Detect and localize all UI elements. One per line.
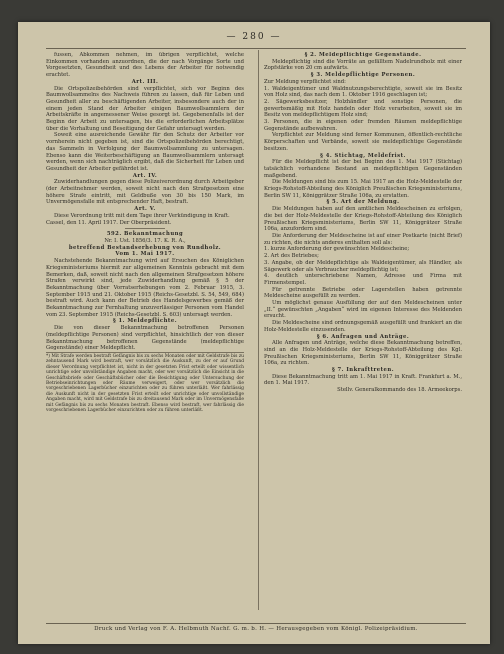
section-heading: Vom 1. Mai 1917.: [115, 251, 175, 258]
paragraph: Die von dieser Bekanntmachung betroffenen Personen (meldepflichtige Personen) sind verpflichtet, hinsichtlich der von dieser Bekanntmachung betroffenen Gegenstände (meldepflichtige Gegenstände) einer Meldepflicht.: [46, 325, 244, 352]
paragraph: Die Anforderung der Meldescheine ist auf einer Postkarte (nicht Brief) zu richten, die nichts anderes enthalten soll als:: [264, 232, 462, 246]
paragraph: Stellv. Generalkommando des 18. Armeekorps.: [337, 387, 462, 394]
paragraph: 1. Waldeigentümer und Waldnutzungsberechtigte, soweit sie im Besitz von Holz sind, das nach dem 1. Oktober 1916 geschlagen ist;: [264, 85, 462, 99]
header-rule: [46, 48, 466, 49]
section-heading: § 5. Art der Meldung.: [326, 199, 400, 206]
left-column: [46, 52, 244, 609]
paragraph: 3. Personen, die in eigenen oder fremden Räumen meldepflichtige Gegenstände aufbewahren.: [264, 119, 462, 132]
paragraph: Für die Meldepflicht ist der bei Beginn des 1. Mai 1917 (Stichtag) tatsächlich vorhandene Bestand an meldepflichtigen Gegenständen maßgebend.: [264, 159, 462, 179]
section-heading: Art. IV.: [132, 172, 158, 179]
section-separator: [125, 228, 165, 229]
document-page: [18, 22, 490, 644]
paragraph: Cassel, den 11. April 1917. Der Oberpräsident.: [46, 219, 172, 226]
page-number: — 280 —: [226, 32, 282, 42]
paragraph: Die Meldungen haben auf den amtlichen Meldescheinen zu erfolgen, die bei der Holz-Meldestelle der Kriegs-Rohstoff-Abteilung des Königlich Preußischen Kriegsministeriums, Berlin SW 11, Königgrätzer Straße 106a, anzufordern sind.: [264, 206, 462, 233]
column-divider: [258, 50, 259, 610]
paragraph: fussen, Abkommen nehmen, im übrigen verpflichtet, welche Einkommen vorhanden anzuordnen, die der nach Vorgänge Sorte und Vorgesetzten, Gesundheit und des Lebens der Arbeiter für notwendig erachtet.: [46, 52, 244, 79]
section-heading: Art. III.: [131, 78, 159, 85]
paragraph: Um möglichst genaue Ausfüllung der auf den Meldescheinen unter „II.“ gewünschten „Angaben“ wird im eigenen Interesse des Meldenden ersucht.: [264, 300, 462, 320]
paragraph: 4. deutlich unterschriebene Namen, Adresse und Firma mit Firmenstempel.: [264, 273, 462, 286]
section-heading: § 7. Inkrafttreten.: [331, 367, 395, 374]
section-heading: Art. V.: [134, 206, 156, 213]
section-heading: betreffend Bestandserhebung von Rundholz.: [68, 244, 222, 251]
right-column: [264, 52, 462, 609]
paragraph: Die Meldungen sind bis zum 15. Mai 1917 an die Holz-Meldestelle der Kriegs-Rohstoff-Abteilung des Königlich Preußischen Kriegsministeriums, Berlin SW 11, Königgrätzer Straße 106a, zu erstatten.: [264, 179, 462, 199]
paragraph: Diese Bekanntmachung tritt am 1. Mai 1917 in Kraft. Frankfurt a. M., den 1. Mai 1917.: [264, 373, 462, 387]
paragraph: Soweit eine ausreichende Gewähr für den Schutz der Arbeiter vor vornherein nicht gegeben ist, sind die Ortspolizeibehörden berechtigt, das Sammeln in Verfolgung der Baumwollsammlung zu untersagen. Ebenso kann die Weiterbeschäftigung an Baumwollsammlern untersagt werden, wenn sich nachträglich ergibt, daß die Sicherheit für Leben und Gesundheit der Arbeiter gefährdet ist.: [46, 132, 244, 172]
printer-imprint: Druck und Verlag von F. A. Helbmuth Nachf. G. m. b. H. — Herausgegeben vom Königl. Polizeipräsidium.: [46, 623, 466, 632]
section-heading: § 2. Meldepflichtige Gegenstände.: [304, 52, 422, 58]
paragraph: Alle Anfragen und Anträge, welche diese Bekanntmachung betreffen, sind an die Holz-Meldestelle der Kriegs-Rohstoff-Abteilung des Kgl. Preußischen Kriegsministeriums, Berlin SW 11, Königgrätzer Straße 106a, zu richten.: [264, 340, 462, 367]
paragraph: 1. kurze Anforderung der gewünschten Meldescheine;: [264, 246, 410, 253]
section-heading: § 3. Meldepflichtige Personen.: [310, 72, 416, 79]
paragraph: 3. Angabe, ob der Meldepflichtige als Waldeigentümer, als Händler, als Sägewerk oder als Verbraucher meldepflichtig ist;: [264, 259, 462, 273]
section-heading: 592. Bekanntmachung: [106, 231, 184, 238]
paragraph: Die Ortspolizeibehörden sind verpflichtet, sich vor Beginn des Baumwollsammelns des Nachweis führen zu lassen, daß für Leben und Gesundheit aller zu beschäftigenden Arbeiter, insbesondere auch der in einem jeden Stand der Arbeiter einigen Baumwollsammlern der Arbeitskräfte in angemessener Weise gesorgt ist. Gegebenenfalls ist der Beginn der Arbeit zu untersagen, bis die erforderlichen Arbeitsplätze über die Vorhaltung und Beseitigung der Gefahr untersagt werden.: [46, 85, 244, 132]
paragraph: Nachstehende Bekanntmachung wird auf Ersuchen des Königlichen Kriegsministeriums hiermit zur allgemeinen Kenntnis gebracht mit dem Bemerken, daß, soweit nicht nach den allgemeinen Strafgesetzen höhere Strafen verwirkt sind, jede Zuwiderhandlung gemäß § 5 der Bekanntmachung über Vorratserhebungen vom 2. Februar 1915, 3. September 1915 und 21. Oktober 1915 (Reichs-Gesetzbl. S. 54, 549, 684) bestraft wird. Auch kann der Betrieb des Handelsgewerbes gemäß der Bekanntmachung zur Fernhaltung unzuverlässiger Personen vom Handel vom 23. September 1915 (Reichs-Gesetzbl. S. 603) untersagt werden.: [46, 258, 244, 318]
section-heading: § 1. Meldepflichte.: [112, 318, 178, 325]
paragraph: Zur Meldung verpflichtet sind:: [264, 78, 346, 85]
paragraph: Für getrennte Betriebe oder Lagerstellen haben getrennte Meldescheine ausgefüllt zu werden.: [264, 286, 462, 300]
paragraph: Verpflichtet zur Meldung sind ferner Kommunen, öffentlich-rechtliche Körperschaften und Verbände, soweit sie meldepflichtige Gegenstände besitzen.: [264, 132, 462, 152]
paragraph: Meldepflichtig sind die Vorräte an gefälltem Nadelrundholz mit einer Zopfstärke von 20 cm aufwärts.: [264, 58, 462, 72]
paragraph: 2. Art des Betriebes;: [264, 253, 319, 260]
paragraph: Nr. I. Ust. 1856/3. 17. K. R. A.,: [104, 237, 186, 244]
paragraph: Zuwiderhandlungen gegen diese Polizeiverordnung durch Arbeitgeber (der Arbeitnehmer werden, soweit nicht nach den Strafgesetzen eine höhere Strafe eintritt, mit Geldbuße von 30 bis 150 Mark, im Unvermögensfalle mit entsprechender Haft, bestraft.: [46, 179, 244, 206]
paragraph: Die Meldescheine sind ordnungsgemäß ausgefüllt und frankiert an die Holz-Meldestelle einzusenden.: [264, 320, 462, 333]
section-heading: § 6. Anfragen und Anträge.: [316, 333, 410, 340]
paragraph: 2. Sägewerksbesitzer, Holzhändler und sonstige Personen, die gewerbsmäßig mit Holz handeln oder Holz verarbeiten, soweit sie im Besitz von meldepflichtigem Holz sind;: [264, 98, 462, 119]
section-heading: § 4. Stichtag, Meldefrist.: [320, 152, 406, 159]
paragraph: Diese Verordnung tritt mit dem Tage ihrer Verkündigung in Kraft.: [54, 212, 230, 219]
footnote: *) Mit Strafe werden bestraft Gefängnis bis zu sechs Monaten oder mit Geldstrafe bis zu zehntausend Mark wird bestraft, wer vorsätzlich die Auskunft, zu der er auf Grund dieser Verordnung verpflichtet ist, nicht in der gesetzten Frist erteilt oder wissentlich unrichtige oder unvollständige Angaben macht, oder wer vorsätzlich die Einsicht in die Geschäftsbriefe oder Geschäftsbücher oder die Besichtigung oder Untersuchung der Betriebseinrichtungen oder Räume verweigert, oder wer vorsätzlich die vorgeschriebenen Lagerbücher einzurichten oder zu führen unterläßt. Wer fahrlässig die Auskunft nicht in der gesetzten Frist erteilt oder unrichtige oder unvollständige Angaben macht, wird mit Geldstrafe bis zu dreitausend Mark oder im Unvermögensfalle mit Gefängnis bis zu sechs Monaten bestraft. Ebenso wird bestraft, wer fahrlässig die vorgeschriebenen Lagerbücher einzurichten oder zu führen unterläßt.: [46, 353, 244, 413]
